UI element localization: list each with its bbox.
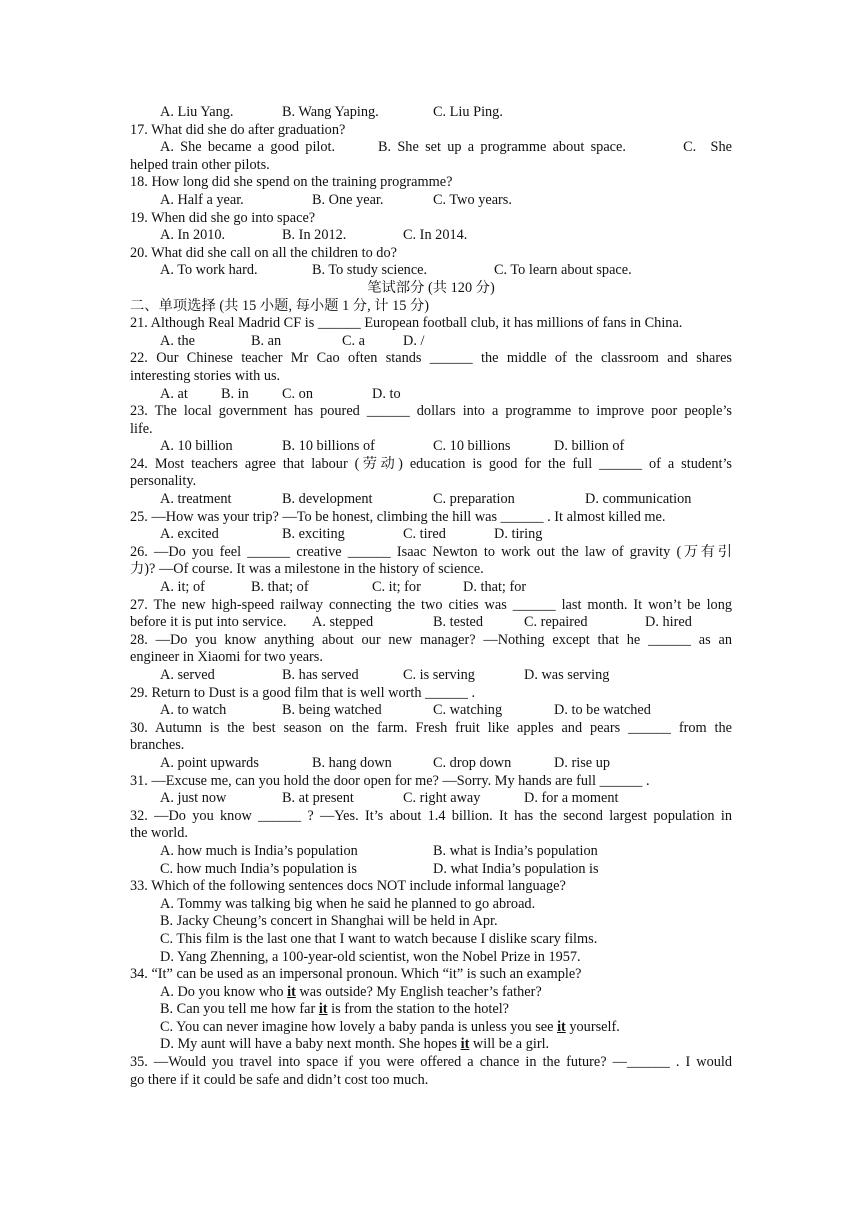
q26-option-b: B. that; of bbox=[251, 579, 309, 596]
q23-stem-line1: 23. The local government has poured ______ dollars into a programme to improve poor people’s bbox=[130, 403, 732, 420]
q29-options bbox=[130, 702, 732, 720]
q26-stem-line2: 力)? —Of course. It was a milestone in the history of science. bbox=[130, 561, 484, 578]
q24-option-c: C. preparation bbox=[433, 491, 515, 508]
q31-option-a: A. just now bbox=[160, 790, 227, 807]
q34-option-d bbox=[130, 1036, 732, 1054]
q18-option-a: A. Half a year. bbox=[160, 191, 244, 208]
q28-option-d: D. was serving bbox=[524, 667, 610, 683]
q35-stem-line1: 35. —Would you travel into space if you were offered a chance in the future? —______ . I would bbox=[130, 1054, 732, 1071]
q34-option-d-it: it bbox=[460, 1036, 470, 1053]
q22-option-c: C. on bbox=[282, 385, 313, 402]
q19-option-b: B. In 2012. bbox=[282, 227, 347, 244]
q16-option-b: B. Wang Yaping. bbox=[282, 104, 379, 120]
q24-option-a: A. treatment bbox=[160, 491, 232, 508]
q27-option-a: A. stepped bbox=[312, 614, 374, 631]
q34-option-c bbox=[130, 1019, 732, 1037]
q25-option-c: C. tired bbox=[403, 526, 446, 543]
q32-option-b: B. what is India’s population bbox=[433, 842, 598, 859]
q30-options bbox=[130, 755, 732, 773]
q32-option-c: C. how much India’s population is bbox=[160, 860, 357, 877]
q24-option-b: B. development bbox=[282, 491, 373, 508]
q34-option-c-after: yourself. bbox=[565, 1018, 620, 1035]
q28-option-c: C. is serving bbox=[403, 667, 475, 683]
q34-option-d-after: will be a girl. bbox=[469, 1036, 550, 1053]
q17-stem: 17. What did she do after graduation? bbox=[130, 121, 346, 138]
q19-option-a: A. In 2010. bbox=[160, 227, 226, 244]
q21-options bbox=[130, 333, 732, 351]
q34-option-b bbox=[130, 1001, 732, 1019]
q33-option-a: A. Tommy was talking big when he said he planned to go abroad. bbox=[160, 895, 536, 912]
q26-stem-line1: 26. —Do you feel ______ creative ______ Isaac Newton to work out the law of gravity (万有引 bbox=[130, 543, 732, 560]
q28-option-a: A. served bbox=[160, 667, 215, 683]
q27-stem-line1: 27. The new high-speed railway connecting the two cities was ______ last month. It won’t be long bbox=[130, 596, 732, 613]
q32-option-d: D. what India’s population is bbox=[433, 860, 599, 877]
q23-option-c: C. 10 billions bbox=[433, 438, 511, 455]
q22-stem-line1: 22. Our Chinese teacher Mr Cao often stands ______ the middle of the classroom and shares bbox=[130, 350, 732, 367]
q21-option-a: A. the bbox=[160, 332, 195, 349]
q29-option-c: C. watching bbox=[433, 702, 503, 719]
q28-options bbox=[130, 667, 732, 685]
q31-options bbox=[130, 790, 732, 808]
q22-stem-line2: interesting stories with us. bbox=[130, 367, 281, 384]
q27-stem-line2-with-options bbox=[130, 614, 732, 632]
section2-header: 二、单项选择 (共 15 小题, 每小题 1 分, 计 15 分) bbox=[130, 297, 430, 314]
q25-stem: 25. —How was your trip? —To be honest, climbing the hill was ______ . It almost killed me. bbox=[130, 508, 666, 525]
q21-option-c: C. a bbox=[342, 332, 366, 349]
q24-options bbox=[130, 491, 732, 509]
q21-option-b: B. an bbox=[251, 332, 282, 349]
q32-stem-line1: 32. —Do you know ______ ? —Yes. It’s about 1.4 billion. It has the second largest population in bbox=[130, 807, 732, 824]
q31-option-b: B. at present bbox=[282, 790, 354, 807]
q34-option-d-before: D. My aunt will have a baby next month. She hopes bbox=[160, 1036, 461, 1053]
q32-options-row1 bbox=[130, 843, 732, 861]
q32-option-a: A. how much is India’s population bbox=[160, 842, 358, 859]
q20-option-c: C. To learn about space. bbox=[494, 262, 632, 279]
q27-option-b: B. tested bbox=[433, 614, 484, 631]
q29-option-a: A. to watch bbox=[160, 702, 227, 719]
q34-option-a bbox=[130, 984, 732, 1002]
q25-option-b: B. exciting bbox=[282, 526, 345, 543]
q28-stem-line1: 28. —Do you know anything about our new manager? —Nothing except that he ______ as an bbox=[130, 631, 732, 648]
q18-option-c: C. Two years. bbox=[433, 191, 512, 208]
q28-option-b: B. has served bbox=[282, 667, 359, 683]
q21-stem: 21. Although Real Madrid CF is ______ European football club, it has millions of fans in China. bbox=[130, 315, 683, 332]
q20-stem: 20. What did she call on all the children to do? bbox=[130, 244, 397, 261]
q29-stem: 29. Return to Dust is a good film that is well worth ______ . bbox=[130, 684, 476, 701]
q27-stem-line2: before it is put into service. bbox=[130, 614, 287, 631]
q19-option-c: C. In 2014. bbox=[403, 227, 468, 244]
q32-stem-line2: the world. bbox=[130, 825, 188, 842]
q16-option-c: C. Liu Ping. bbox=[433, 104, 503, 120]
q21-option-d: D. / bbox=[403, 332, 425, 349]
q34-option-a-it: it bbox=[287, 983, 296, 1000]
q27-option-d: D. hired bbox=[645, 614, 692, 631]
q35-stem-line2: go there if it could be safe and didn’t cost too much. bbox=[130, 1071, 429, 1088]
q20-option-a: A. To work hard. bbox=[160, 262, 258, 279]
q18-option-b: B. One year. bbox=[312, 191, 384, 208]
q34-stem: 34. “It” can be used as an impersonal pronoun. Which “it” is such an example? bbox=[130, 966, 582, 983]
q34-option-b-it: it bbox=[318, 1001, 328, 1018]
q25-option-d: D. tiring bbox=[494, 526, 543, 543]
q23-stem-line2: life. bbox=[130, 420, 153, 437]
q22-options bbox=[130, 386, 732, 404]
q29-option-d: D. to be watched bbox=[554, 702, 651, 719]
q33-option-b: B. Jacky Cheung’s concert in Shanghai will be held in Apr. bbox=[160, 913, 498, 930]
q30-stem-line2: branches. bbox=[130, 737, 185, 754]
q34-option-a-before: A. Do you know who bbox=[160, 983, 288, 1000]
q31-stem: 31. —Excuse me, can you hold the door open for me? —Sorry. My hands are full ______ . bbox=[130, 772, 650, 789]
q33-stem: 33. Which of the following sentences docs NOT include informal language? bbox=[130, 878, 566, 895]
exam-page bbox=[130, 104, 732, 1089]
q34-option-c-before: C. You can never imagine how lovely a baby panda is unless you see bbox=[160, 1018, 558, 1035]
q23-option-d: D. billion of bbox=[554, 438, 625, 455]
q27-option-c: C. repaired bbox=[524, 614, 588, 631]
q33-option-d: D. Yang Zhenning, a 100-year-old scientist, won the Nobel Prize in 1957. bbox=[160, 948, 581, 965]
q16-option-a: A. Liu Yang. bbox=[160, 104, 234, 120]
q26-options bbox=[130, 579, 732, 597]
q26-option-c: C. it; for bbox=[372, 579, 421, 596]
q22-option-b: B. in bbox=[221, 385, 249, 402]
q26-option-a: A. it; of bbox=[160, 579, 205, 596]
q26-option-d: D. that; for bbox=[463, 579, 527, 596]
q22-option-a: A. at bbox=[160, 385, 188, 402]
q19-stem: 19. When did she go into space? bbox=[130, 209, 316, 226]
q23-options bbox=[130, 438, 732, 456]
q34-option-a-after: was outside? My English teacher’s father? bbox=[295, 983, 542, 1000]
q20-options bbox=[130, 262, 732, 280]
written-section-header: 笔试部分 (共 120 分) bbox=[367, 279, 495, 296]
q34-option-b-before: B. Can you tell me how far bbox=[160, 1001, 319, 1018]
q24-option-d: D. communication bbox=[585, 491, 692, 508]
q30-stem-line1: 30. Autumn is the best season on the farm. Fresh fruit like apples and pears ______ from the bbox=[130, 719, 732, 736]
q33-option-c: C. This film is the last one that I want to watch because I dislike scary films. bbox=[160, 930, 598, 947]
q17-options-line2: helped train other pilots. bbox=[130, 156, 270, 173]
q17-options-line1: A. She became a good pilot. B. She set up a programme about space. C. She bbox=[160, 139, 732, 156]
q25-options bbox=[130, 526, 732, 544]
q19-options bbox=[130, 227, 732, 245]
q23-option-a: A. 10 billion bbox=[160, 438, 233, 455]
q31-option-c: C. right away bbox=[403, 790, 481, 807]
q29-option-b: B. being watched bbox=[282, 702, 382, 719]
q32-options-row2 bbox=[130, 861, 732, 879]
q24-stem-line2: personality. bbox=[130, 473, 197, 490]
q22-option-d: D. to bbox=[372, 385, 401, 402]
q30-option-a: A. point upwards bbox=[160, 754, 259, 771]
q23-option-b: B. 10 billions of bbox=[282, 438, 375, 455]
q30-option-b: B. hang down bbox=[312, 754, 392, 771]
q31-option-d: D. for a moment bbox=[524, 790, 619, 807]
q28-stem-line2: engineer in Xiaomi for two years. bbox=[130, 649, 323, 666]
q30-option-c: C. drop down bbox=[433, 754, 512, 771]
q30-option-d: D. rise up bbox=[554, 754, 610, 771]
q16-options bbox=[130, 104, 732, 122]
q25-option-a: A. excited bbox=[160, 526, 219, 543]
q34-option-b-after: is from the station to the hotel? bbox=[327, 1001, 510, 1018]
q18-options bbox=[130, 192, 732, 210]
q24-stem-line1: 24. Most teachers agree that labour (劳动) education is good for the full ______ of a student’s bbox=[130, 455, 732, 472]
q18-stem: 18. How long did she spend on the training programme? bbox=[130, 174, 453, 191]
q20-option-b: B. To study science. bbox=[312, 262, 428, 279]
q34-option-c-it: it bbox=[557, 1018, 566, 1035]
